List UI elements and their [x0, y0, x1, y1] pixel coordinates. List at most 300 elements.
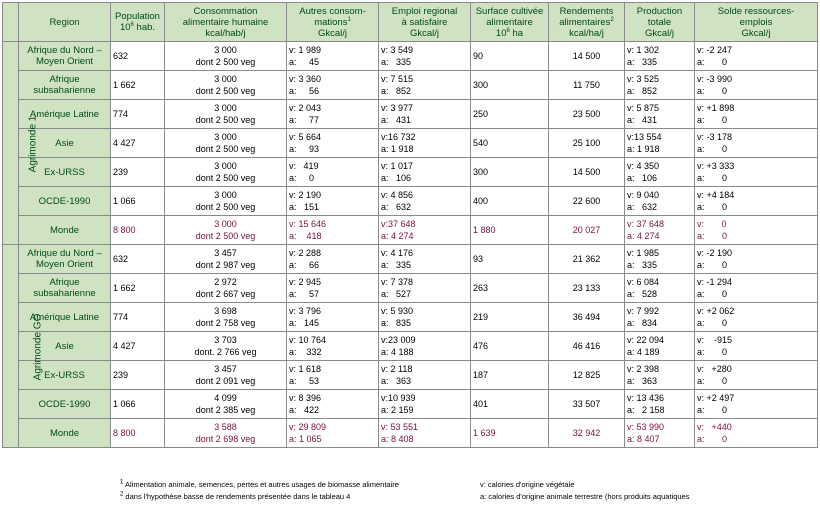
emploi-cell [379, 42, 471, 71]
group-label: Agrimonde GO [32, 313, 44, 380]
cell-line: a: 332 [289, 347, 322, 357]
cell-line: a: 66 [289, 260, 320, 270]
rendements-cell: 25 100 [549, 129, 625, 158]
table-row [3, 361, 818, 390]
cell-line: v: +440 [697, 422, 732, 432]
cell-line: v:23 009 [381, 335, 416, 345]
population-cell: 1 066 [111, 390, 165, 419]
emploi-cell [379, 332, 471, 361]
cell-line: 3 000 [214, 132, 237, 142]
energy-balance-table-container [2, 2, 818, 501]
cell-line: a: 0 [697, 434, 728, 444]
conso-cell [165, 129, 287, 158]
table-row [3, 216, 818, 245]
solde-cell [695, 216, 818, 245]
surface-cell: 400 [471, 187, 549, 216]
cell-line: v: 37 648 [627, 219, 665, 229]
surface-cell: 219 [471, 303, 549, 332]
cell-line: v: +1 898 [697, 103, 735, 113]
cell-line: v: 2 288 [289, 248, 322, 258]
cell-line: v: 3 977 [381, 103, 414, 113]
cell-line: a: 834 [627, 318, 658, 328]
rendements-cell: 22 600 [549, 187, 625, 216]
table-body [3, 42, 818, 448]
population-cell: 4 427 [111, 332, 165, 361]
rendements-cell: 36 494 [549, 303, 625, 332]
population-cell: 1 066 [111, 187, 165, 216]
cell-line: v: 419 [289, 161, 319, 171]
cell-line: v: +2 497 [697, 393, 735, 403]
cell-line: a: 106 [381, 173, 412, 183]
cell-line: 3 000 [214, 45, 237, 55]
table-row [3, 245, 818, 274]
cell-line: a: 8 408 [381, 434, 414, 444]
production-cell [625, 129, 695, 158]
cell-line: v: 4 350 [627, 161, 660, 171]
cell-line: v: 1 989 [289, 45, 322, 55]
cell-line: a: 1 918 [627, 144, 660, 154]
cell-line: v: 3 796 [289, 306, 322, 316]
cell-line: a: 45 [289, 57, 320, 67]
cell-line: a: 2 159 [381, 405, 414, 415]
rendements-cell: 14 500 [549, 158, 625, 187]
conso-cell [165, 100, 287, 129]
production-cell [625, 158, 695, 187]
cell-line: a: 335 [627, 260, 658, 270]
header-production: Production totale Gkcal/j [625, 3, 695, 42]
cell-line: a: 0 [697, 144, 728, 154]
solde-cell [695, 42, 818, 71]
surface-cell: 187 [471, 361, 549, 390]
cell-line: a: 852 [381, 86, 412, 96]
group-label-cell [3, 245, 44, 448]
cell-line: a: 145 [289, 318, 320, 328]
cell-line: a: 4 189 [627, 347, 660, 357]
region-cell: Asie [19, 129, 111, 158]
cell-line: v: 7 992 [627, 306, 660, 316]
header-population: Population $10^6$ hab. [111, 3, 165, 42]
surface-cell: 401 [471, 390, 549, 419]
header-emploi: Emploi regional à satisfaire Gkcal/j [379, 3, 471, 42]
cell-line: dont 2 758 veg [195, 318, 256, 328]
region-cell: OCDE-1990 [19, 187, 111, 216]
production-cell [625, 332, 695, 361]
solde-cell [695, 245, 818, 274]
table-row [3, 332, 818, 361]
cell-line: a: 4 274 [627, 231, 660, 241]
production-cell [625, 71, 695, 100]
cell-line: v: 8 396 [289, 393, 322, 403]
cell-line: dont 2 987 veg [195, 260, 256, 270]
cell-line: a: 0 [697, 173, 728, 183]
solde-cell [695, 187, 818, 216]
cell-line: v: 1 618 [289, 364, 322, 374]
autres-cell [287, 129, 379, 158]
surface-cell: 93 [471, 245, 549, 274]
cell-line: 3 457 [214, 364, 237, 374]
production-cell [625, 245, 695, 274]
cell-line: v: 53 551 [381, 422, 419, 432]
cell-line: a: 0 [697, 289, 728, 299]
autres-cell [287, 42, 379, 71]
cell-line: a: 106 [627, 173, 658, 183]
footnote-2: dans l'hypothèse basse de rendements présentée dans le tableau 4 [123, 492, 351, 501]
header-solde: Solde ressources- emplois Gkcal/j [695, 3, 818, 42]
population-cell: 8 800 [111, 216, 165, 245]
cell-line: a: 335 [381, 57, 412, 67]
emploi-cell [379, 274, 471, 303]
cell-line: v: 4 856 [381, 190, 414, 200]
cell-line: a: 0 [697, 376, 728, 386]
legend-animal: a: calories d'origine animale terrestre (hors produits aquatiques [480, 492, 690, 501]
cell-line: v: -3 178 [697, 132, 733, 142]
emploi-cell [379, 419, 471, 448]
cell-line: a: 0 [697, 231, 728, 241]
cell-line: v: 7 515 [381, 74, 414, 84]
cell-line: dont 2 091 veg [195, 376, 256, 386]
production-cell [625, 303, 695, 332]
group-header-spacer [3, 3, 19, 42]
cell-line: a: 363 [381, 376, 412, 386]
cell-line: 3 457 [214, 248, 237, 258]
cell-line: v: 4 176 [381, 248, 414, 258]
surface-cell: 300 [471, 71, 549, 100]
emploi-cell [379, 245, 471, 274]
autres-cell [287, 361, 379, 390]
production-cell [625, 216, 695, 245]
cell-line: a: 8 407 [627, 434, 660, 444]
emploi-cell [379, 187, 471, 216]
surface-cell: 250 [471, 100, 549, 129]
cell-line: v: -915 [697, 335, 733, 345]
rendements-cell: 14 500 [549, 42, 625, 71]
footnote-2-mark: 2 [120, 491, 124, 498]
autres-cell [287, 332, 379, 361]
conso-cell [165, 303, 287, 332]
production-cell [625, 187, 695, 216]
surface-cell: 540 [471, 129, 549, 158]
cell-line: v: 2 043 [289, 103, 322, 113]
surface-cell: 300 [471, 158, 549, 187]
cell-line: v: 15 646 [289, 219, 327, 229]
footnotes [120, 479, 820, 503]
cell-line: dont 2 385 veg [195, 405, 256, 415]
cell-line: v: 7 378 [381, 277, 414, 287]
cell-line: a: 0 [697, 202, 728, 212]
cell-line: a: 0 [697, 405, 728, 415]
cell-line: a: 0 [697, 260, 728, 270]
header-conso: Consommation alimentaire humaine kcal/hab/j [165, 3, 287, 42]
cell-line: a: 151 [289, 202, 320, 212]
cell-line: a: 2 158 [627, 405, 665, 415]
cell-line: a: 0 [697, 115, 728, 125]
cell-line: a: 4 274 [381, 231, 414, 241]
emploi-cell [379, 158, 471, 187]
conso-cell [165, 71, 287, 100]
cell-line: a: 53 [289, 376, 320, 386]
cell-line: v: +280 [697, 364, 732, 374]
table-row [3, 390, 818, 419]
cell-line: 3 000 [214, 103, 237, 113]
cell-line: v: 1 302 [627, 45, 660, 55]
table-row [3, 274, 818, 303]
footnote-1-mark: 1 [120, 479, 124, 486]
cell-line: v: 5 875 [627, 103, 660, 113]
cell-line: v: 5 664 [289, 132, 322, 142]
conso-cell [165, 274, 287, 303]
population-cell: 239 [111, 158, 165, 187]
conso-cell [165, 245, 287, 274]
solde-cell [695, 129, 818, 158]
cell-line: a: 418 [289, 231, 322, 241]
emploi-cell [379, 390, 471, 419]
cell-line: v: 1 017 [381, 161, 414, 171]
conso-cell [165, 187, 287, 216]
cell-line: a: 57 [289, 289, 320, 299]
conso-cell [165, 332, 287, 361]
cell-line: a: 0 [697, 318, 728, 328]
autres-cell [287, 216, 379, 245]
region-cell: Afrique du Nord – Moyen Orient [19, 245, 111, 274]
autres-cell [287, 303, 379, 332]
production-cell [625, 361, 695, 390]
autres-cell [287, 245, 379, 274]
production-cell [625, 100, 695, 129]
population-cell: 239 [111, 361, 165, 390]
cell-line: a: 93 [289, 144, 320, 154]
cell-line: a: 835 [381, 318, 412, 328]
region-cell: Monde [19, 419, 111, 448]
cell-line: a: 335 [381, 260, 412, 270]
cell-line: v:16 732 [381, 132, 416, 142]
autres-cell [287, 419, 379, 448]
cell-line: dont 2 500 veg [195, 144, 256, 154]
emploi-cell [379, 361, 471, 390]
emploi-cell [379, 303, 471, 332]
region-cell: Monde [19, 216, 111, 245]
header-autres: Autres consom- mations$^1$ Gkcal/j [287, 3, 379, 42]
cell-line: a: 528 [627, 289, 658, 299]
cell-line: dont. 2 766 veg [194, 347, 257, 357]
emploi-cell [379, 100, 471, 129]
population-cell: 1 662 [111, 274, 165, 303]
cell-line: dont 2 698 veg [195, 434, 256, 444]
population-cell: 1 662 [111, 71, 165, 100]
cell-line: a: 422 [289, 405, 320, 415]
cell-line: v: +2 062 [697, 306, 735, 316]
rendements-cell: 21 362 [549, 245, 625, 274]
conso-cell [165, 390, 287, 419]
cell-line: a: 56 [289, 86, 320, 96]
cell-line: v: 2 398 [627, 364, 660, 374]
cell-line: v: 5 930 [381, 306, 414, 316]
region-cell: Ex-URSS [19, 158, 111, 187]
cell-line: v:10 939 [381, 393, 416, 403]
rendements-cell: 20 027 [549, 216, 625, 245]
cell-line: 3 588 [214, 422, 237, 432]
cell-line: v: 2 190 [289, 190, 322, 200]
cell-line: v: +4 184 [697, 190, 735, 200]
region-cell: Amérique Latine [19, 100, 111, 129]
region-cell: Asie [19, 332, 111, 361]
solde-cell [695, 332, 818, 361]
region-cell: Ex-URSS [19, 361, 111, 390]
rendements-cell: 46 416 [549, 332, 625, 361]
cell-line: v: 53 990 [627, 422, 665, 432]
surface-cell: 1 639 [471, 419, 549, 448]
solde-cell [695, 303, 818, 332]
header-rendements: Rendements alimentaires$^2$ kcal/ha/j [549, 3, 625, 42]
surface-cell: 1 880 [471, 216, 549, 245]
cell-line: dont 2 500 veg [195, 173, 256, 183]
legend-vegetal: v: calories d'origine végétale [480, 480, 575, 489]
cell-line: a: 0 [697, 57, 728, 67]
header-surface: Surface cultivée alimentaire $10^6$ ha [471, 3, 549, 42]
solde-cell [695, 100, 818, 129]
cell-line: a: 1 065 [289, 434, 322, 444]
cell-line: v: 3 549 [381, 45, 414, 55]
cell-line: a: 0 [697, 347, 728, 357]
cell-line: 2 972 [214, 277, 237, 287]
population-cell: 774 [111, 303, 165, 332]
cell-line: 3 000 [214, 190, 237, 200]
cell-line: v: 1 985 [627, 248, 660, 258]
cell-line: v:13 554 [627, 132, 662, 142]
cell-line: v: 0 [697, 219, 727, 229]
table-row [3, 419, 818, 448]
cell-line: a: 0 [697, 86, 728, 96]
cell-line: v: 10 764 [289, 335, 327, 345]
cell-line: a: 4 188 [381, 347, 414, 357]
footnote-1-line [120, 479, 820, 491]
cell-line: dont 2 500 veg [195, 202, 256, 212]
population-cell: 632 [111, 245, 165, 274]
cell-line: dont 2 500 veg [195, 231, 256, 241]
cell-line: a: 431 [627, 115, 658, 125]
production-cell [625, 419, 695, 448]
header-region: Region [19, 3, 111, 42]
production-cell [625, 274, 695, 303]
cell-line: a: 1 918 [381, 144, 414, 154]
solde-cell [695, 390, 818, 419]
table-row [3, 187, 818, 216]
energy-balance-table [2, 2, 818, 448]
cell-line: a: 527 [381, 289, 412, 299]
rendements-cell: 23 500 [549, 100, 625, 129]
cell-line: v: -2 247 [697, 45, 733, 55]
cell-line: a: 0 [289, 173, 315, 183]
rendements-cell: 23 133 [549, 274, 625, 303]
solde-cell [695, 274, 818, 303]
cell-line: dont 2 667 veg [195, 289, 256, 299]
solde-cell [695, 158, 818, 187]
table-row [3, 42, 818, 71]
cell-line: 3 000 [214, 74, 237, 84]
cell-line: v: 2 945 [289, 277, 322, 287]
cell-line: a: 852 [627, 86, 658, 96]
table-row [3, 158, 818, 187]
autres-cell [287, 71, 379, 100]
cell-line: v: 13 436 [627, 393, 665, 403]
production-cell [625, 42, 695, 71]
population-cell: 4 427 [111, 129, 165, 158]
cell-line: v: 2 118 [381, 364, 413, 374]
cell-line: a: 335 [627, 57, 658, 67]
region-cell: Afrique subsaharienne [19, 274, 111, 303]
table-row [3, 71, 818, 100]
cell-line: a: 77 [289, 115, 320, 125]
autres-cell [287, 274, 379, 303]
cell-line: v: 6 084 [627, 277, 660, 287]
conso-cell [165, 419, 287, 448]
solde-cell [695, 71, 818, 100]
autres-cell [287, 158, 379, 187]
cell-line: 3 698 [214, 306, 237, 316]
region-cell: Afrique subsaharienne [19, 71, 111, 100]
rendements-cell: 11 750 [549, 71, 625, 100]
conso-cell [165, 158, 287, 187]
cell-line: dont 2 500 veg [195, 115, 256, 125]
cell-line: dont 2 500 veg [195, 57, 256, 67]
cell-line: v: 22 094 [627, 335, 665, 345]
population-cell: 632 [111, 42, 165, 71]
group-label-cell [3, 42, 39, 245]
autres-cell [287, 390, 379, 419]
cell-line: v: 3 360 [289, 74, 322, 84]
cell-line: v: 29 809 [289, 422, 327, 432]
footnote-1: Alimentation animale, semences, pertes et autres usages de biomasse alimentaire [123, 480, 399, 489]
conso-cell [165, 42, 287, 71]
region-cell: Afrique du Nord – Moyen Orient [19, 42, 111, 71]
cell-line: 3 000 [214, 161, 237, 171]
cell-line: v: 3 525 [627, 74, 660, 84]
population-cell: 774 [111, 100, 165, 129]
surface-cell: 476 [471, 332, 549, 361]
solde-cell [695, 419, 818, 448]
cell-line: dont 2 500 veg [195, 86, 256, 96]
cell-line: 3 000 [214, 219, 237, 229]
cell-line: v: -2 190 [697, 248, 733, 258]
surface-cell: 90 [471, 42, 549, 71]
conso-cell [165, 216, 287, 245]
autres-cell [287, 100, 379, 129]
surface-cell: 263 [471, 274, 549, 303]
conso-cell [165, 361, 287, 390]
cell-line: a: 632 [627, 202, 658, 212]
production-cell [625, 390, 695, 419]
table-row [3, 129, 818, 158]
rendements-cell: 12 825 [549, 361, 625, 390]
region-cell: OCDE-1990 [19, 390, 111, 419]
emploi-cell [379, 216, 471, 245]
cell-line: v: 9 040 [627, 190, 660, 200]
cell-line: a: 363 [627, 376, 658, 386]
region-cell: Amérique Latine [19, 303, 111, 332]
cell-line: v: -1 294 [697, 277, 733, 287]
cell-line: 3 703 [214, 335, 237, 345]
autres-cell [287, 187, 379, 216]
rendements-cell: 32 942 [549, 419, 625, 448]
group-label: Agrimonde 1 [27, 115, 39, 172]
cell-line: v: +3 333 [697, 161, 735, 171]
solde-cell [695, 361, 818, 390]
cell-line: 4 099 [214, 393, 237, 403]
cell-line: a: 431 [381, 115, 412, 125]
table-row [3, 303, 818, 332]
cell-line: v: -3 990 [697, 74, 733, 84]
population-cell: 8 800 [111, 419, 165, 448]
footnote-2-line [120, 491, 820, 503]
